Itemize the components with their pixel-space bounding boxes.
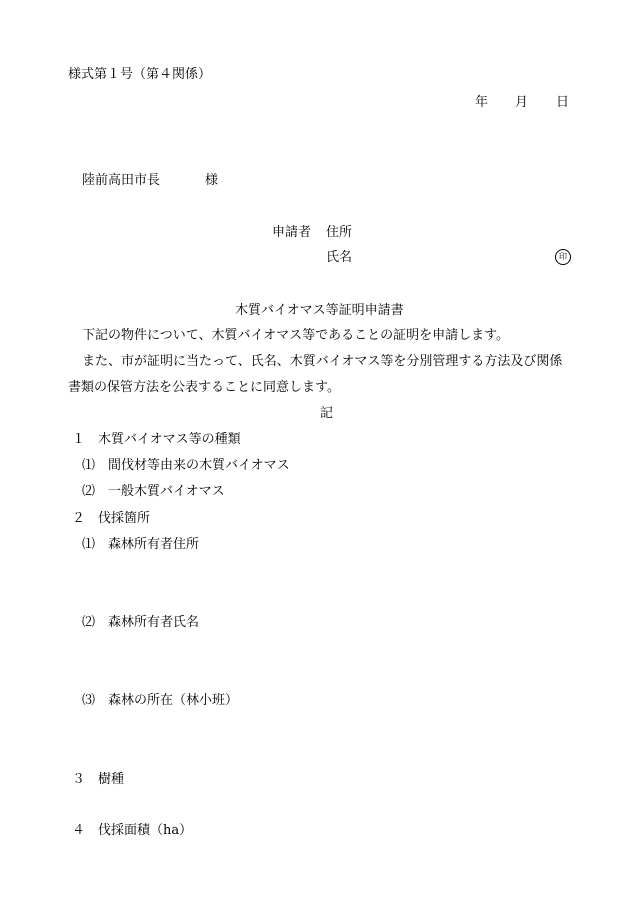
date-day-label: 日 bbox=[556, 95, 570, 110]
addressee-honorific: 様 bbox=[205, 173, 219, 188]
seal-mark: 印 bbox=[555, 249, 571, 265]
item-1-sub-1: ⑴ 間伐材等由来の木質バイオマス bbox=[82, 458, 290, 473]
body-paragraph-2-line-2: 書類の保管方法を公表することに同意します。 bbox=[68, 380, 340, 395]
applicant-address-label: 住所 bbox=[326, 225, 353, 240]
addressee-name: 陸前高田市長 bbox=[82, 173, 161, 188]
document-title: 木質バイオマス等証明申請書 bbox=[235, 303, 404, 318]
item-2-sub-3: ⑶ 森林の所在（林小班） bbox=[82, 693, 239, 708]
item-1-sub-2: ⑵ 一般木質バイオマス bbox=[82, 484, 225, 499]
item-3-heading: ３ 樹種 bbox=[72, 772, 125, 787]
applicant-name-label: 氏名 bbox=[326, 250, 353, 265]
form-number: 様式第１号（第４関係） bbox=[68, 67, 212, 82]
body-paragraph-1: 下記の物件について、木質バイオマス等であることの証明を申請します。 bbox=[82, 328, 510, 343]
item-2-sub-1: ⑴ 森林所有者住所 bbox=[82, 537, 200, 552]
body-paragraph-2-line-1: また、市が証明に当たって、氏名、木質バイオマス等を分別管理する方法及び関係 bbox=[82, 354, 563, 369]
item-4-heading: ４ 伐採面積（ha） bbox=[72, 823, 193, 838]
ki-heading: 記 bbox=[320, 406, 334, 421]
date-year-label: 年 bbox=[475, 95, 489, 110]
date-month-label: 月 bbox=[515, 95, 529, 110]
item-2-heading: ２ 伐採箇所 bbox=[72, 511, 151, 526]
item-1-heading: １ 木質バイオマス等の種類 bbox=[72, 432, 241, 447]
applicant-label: 申請者 bbox=[272, 225, 312, 240]
item-2-sub-2: ⑵ 森林所有者氏名 bbox=[82, 615, 200, 630]
